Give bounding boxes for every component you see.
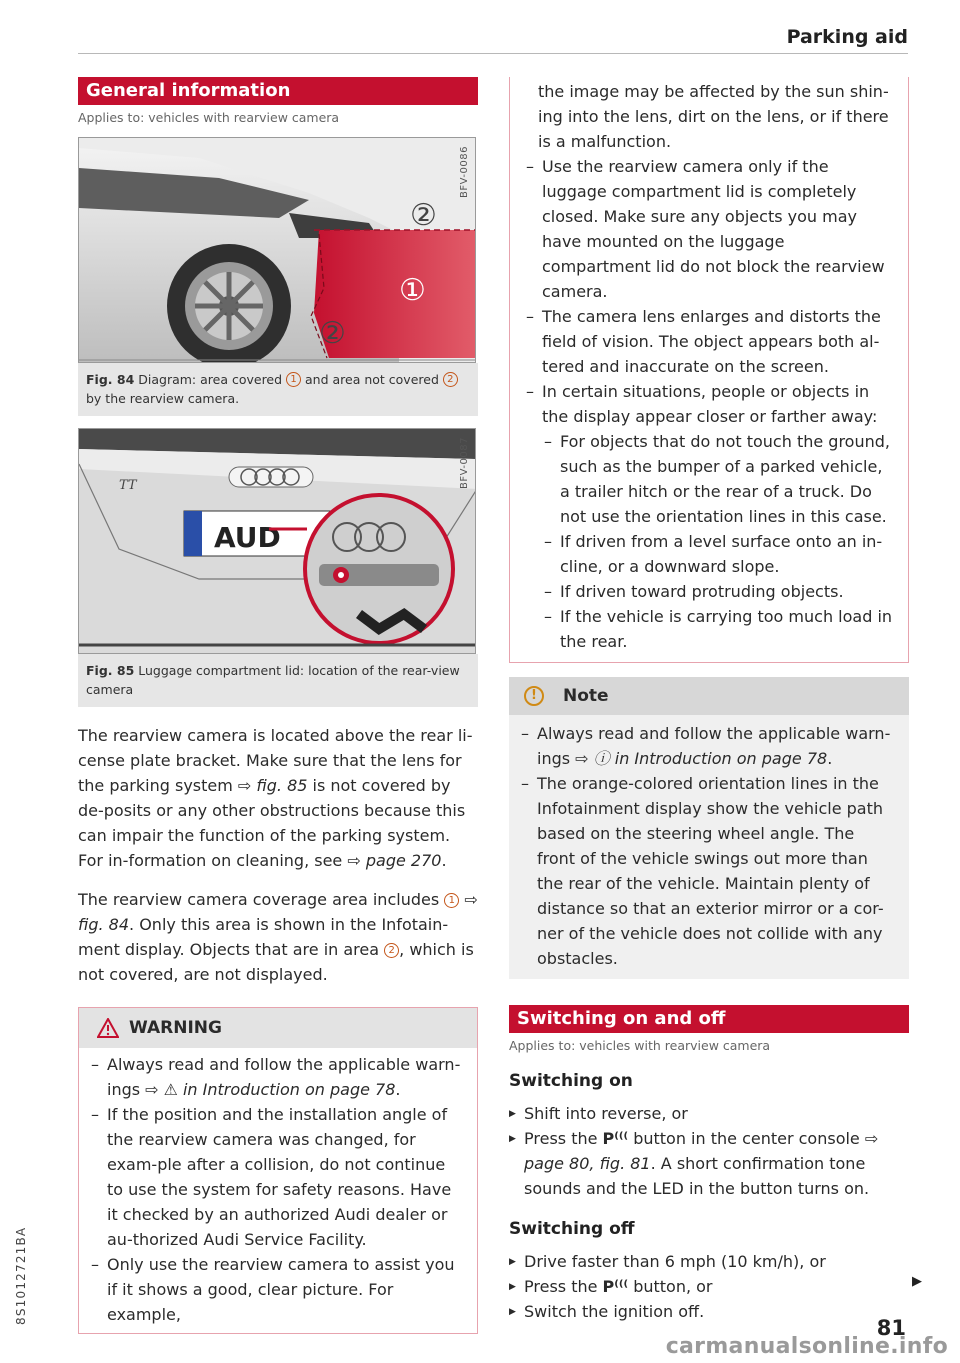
applies-note: Applies to: vehicles with rearview camera (78, 110, 340, 125)
note-item-text: Always read and follow the applicable warn-ings (537, 724, 891, 768)
license-plate-text: AUD (214, 521, 281, 554)
para1-text-b: is not covered by de-posits or any other obstructions because this can impair the function of the parking system. For in-formation on cleaning, see (78, 776, 466, 870)
note-box (509, 677, 909, 979)
warning-triangle-icon (97, 1018, 119, 1038)
paragraph-coverage-area (78, 887, 478, 987)
warning-item: – The camera lens enlarges and distorts the field of vision. The object appears both al-tered and inaccurate on the screen. (526, 304, 896, 379)
note-header (509, 677, 909, 715)
step-item (509, 1274, 909, 1299)
watermark: carmanualsonline.info (665, 1334, 948, 1359)
link-page-270[interactable]: ⇨ page 270 (347, 851, 442, 870)
warning-item-text-end: . (395, 1080, 401, 1099)
note-title: Note (563, 686, 609, 706)
step-item: ▶ Drive faster than 6 mph (10 km/h), or (509, 1249, 909, 1274)
warning-continued-text: the image may be affected by the sun shin-ing into the lens, dirt on the lens, or if there is a malfunction. (538, 82, 889, 151)
circled-number-2: 2 (384, 943, 399, 958)
switching-on-steps (509, 1101, 909, 1201)
warning-header (79, 1008, 477, 1048)
figure-84-label: Fig. 84 (86, 372, 135, 387)
figure-84-caption (78, 363, 478, 416)
warning-item-text: Always read and follow the applicable warn-ings (107, 1055, 461, 1099)
left-column (78, 77, 478, 1334)
warning-body (79, 1048, 477, 1333)
step-item: ▶ Shift into reverse, or (509, 1101, 909, 1126)
subheading-switching-on: Switching on (509, 1071, 633, 1091)
luggage-lid-diagram (79, 429, 476, 654)
document-code: 8S1012721BA (14, 1226, 28, 1325)
figure-85-caption (78, 654, 478, 707)
para1-text-c: . (441, 851, 447, 870)
warning-sub-item: – For objects that do not touch the ground, such as the bumper of a parked vehicle, a trailer hitch or the rear of a truck. Do not use the orientation lines in this case. (526, 429, 896, 529)
parking-aid-button-symbol: P⁽⁽⁽ (602, 1277, 629, 1296)
link-fig-84[interactable]: ⇨ fig. 84 (78, 890, 478, 934)
link-warning-page-78[interactable]: ⇨ ⚠ in Introduction on page 78 (145, 1080, 396, 1099)
note-item (521, 721, 897, 771)
figure-85-label: Fig. 85 (86, 663, 135, 678)
link-fig-85[interactable]: ⇨ fig. 85 (237, 776, 308, 795)
para2-text-c: , which is not covered, are not displayed. (78, 940, 474, 984)
right-column (509, 77, 909, 1324)
warning-sub-item: – If driven from a level surface onto an in-cline, or a downward slope. (526, 529, 896, 579)
figure-85-image (78, 428, 476, 654)
figure-84-code: BFV-0086 (459, 146, 470, 198)
warning-box (78, 1007, 478, 1334)
circled-number-1: 1 (286, 372, 301, 387)
step-text: . A short confirmation tone sounds and the LED in the button turns on. (524, 1154, 870, 1198)
page-number: 81 (876, 1316, 906, 1340)
figure-85-caption-text: Luggage compartment lid: location of the rear-view camera (86, 663, 460, 697)
header-divider (78, 53, 908, 54)
step-text: Press the (524, 1129, 603, 1148)
note-body (509, 715, 909, 979)
rear-car-diagram (79, 138, 476, 363)
parking-aid-button-symbol: P⁽⁽⁽ (602, 1129, 629, 1148)
step-item (509, 1126, 909, 1201)
warning-continuation-box (509, 77, 909, 663)
figure-84-image (78, 137, 476, 363)
area-1-marker: ① (399, 273, 426, 308)
figure-84-caption-text-c: by the rearview camera. (86, 391, 240, 406)
figure-84-caption-text-a: Diagram: area covered (134, 372, 287, 387)
warning-item: – In certain situations, people or objects in the display appear closer or farther away: (526, 379, 896, 429)
warning-sub-item: – If the vehicle is carrying too much load in the rear. (526, 604, 896, 654)
area-2-upper-marker: ② (410, 198, 437, 233)
page-header-title: Parking aid (786, 26, 908, 48)
para2-text-b: . Only this area is shown in the Infotain-ment display. Objects that are in area (78, 915, 449, 959)
step-item: ▶ Switch the ignition off. (509, 1299, 909, 1324)
area-2-lower-marker: ② (319, 316, 346, 351)
figure-85-code: BFV-0087 (459, 437, 470, 489)
figure-84-caption-text-b: and area not covered (301, 372, 443, 387)
step-text: button in the center console (628, 1129, 865, 1148)
warning-item: – Only use the rearview camera to assist you if it shows a good, clear picture. For example, (91, 1252, 465, 1327)
section-title-switching: Switching on and off (509, 1005, 909, 1033)
note-item-text-end: . (827, 749, 833, 768)
step-text: button, or (628, 1277, 713, 1296)
warning-item (91, 1052, 465, 1102)
subheading-switching-off: Switching off (509, 1219, 635, 1239)
link-note-page-78[interactable]: ⇨ ⓘ in Introduction on page 78 (575, 749, 828, 768)
para2-text-a: The rearview camera coverage area includes (78, 890, 445, 909)
step-text: Press the (524, 1277, 603, 1296)
section-title-general-information: General information (78, 77, 478, 105)
warning-item: – Use the rearview camera only if the luggage compartment lid is completely closed. Make sure any objects you may have mounted on the luggage compartment lid do not block the rearview camera. (526, 154, 896, 304)
circled-number-2: 2 (443, 372, 458, 387)
switching-off-steps (509, 1249, 909, 1324)
warning-item: – If the position and the installation angle of the rearview camera was changed, for exam-ple after a collision, do not continue to use the system for safety reasons. Have it checked by an authorized Audi dealer or au-thorized Audi Service Facility. (91, 1102, 465, 1252)
link-page-80-fig-81[interactable]: ⇨ page 80, fig. 81 (524, 1129, 879, 1173)
note-item: – The orange-colored orientation lines in the Infotainment display show the vehicle path based on the steering wheel angle. The front of the vehicle swings out more than the rear of the vehicle. Maintain plenty of distance so that an exterior mirror or a cor-ner of the vehicle does not collide with any obstacles. (521, 771, 897, 971)
warning-sub-item: – If driven toward protruding objects. (526, 579, 896, 604)
continue-arrow-icon: ▶ (912, 1274, 922, 1289)
para1-text-a: The rearview camera is located above the rear li-cense plate bracket. Make sure that the lens for the parking system (78, 726, 473, 795)
paragraph-camera-location (78, 723, 478, 873)
warning-title: WARNING (129, 1018, 222, 1038)
svg-text:TT: TT (119, 478, 137, 493)
circled-number-1: 1 (444, 893, 459, 908)
applies-note: Applies to: vehicles with rearview camera (509, 1038, 771, 1053)
info-icon: ! (524, 686, 544, 706)
